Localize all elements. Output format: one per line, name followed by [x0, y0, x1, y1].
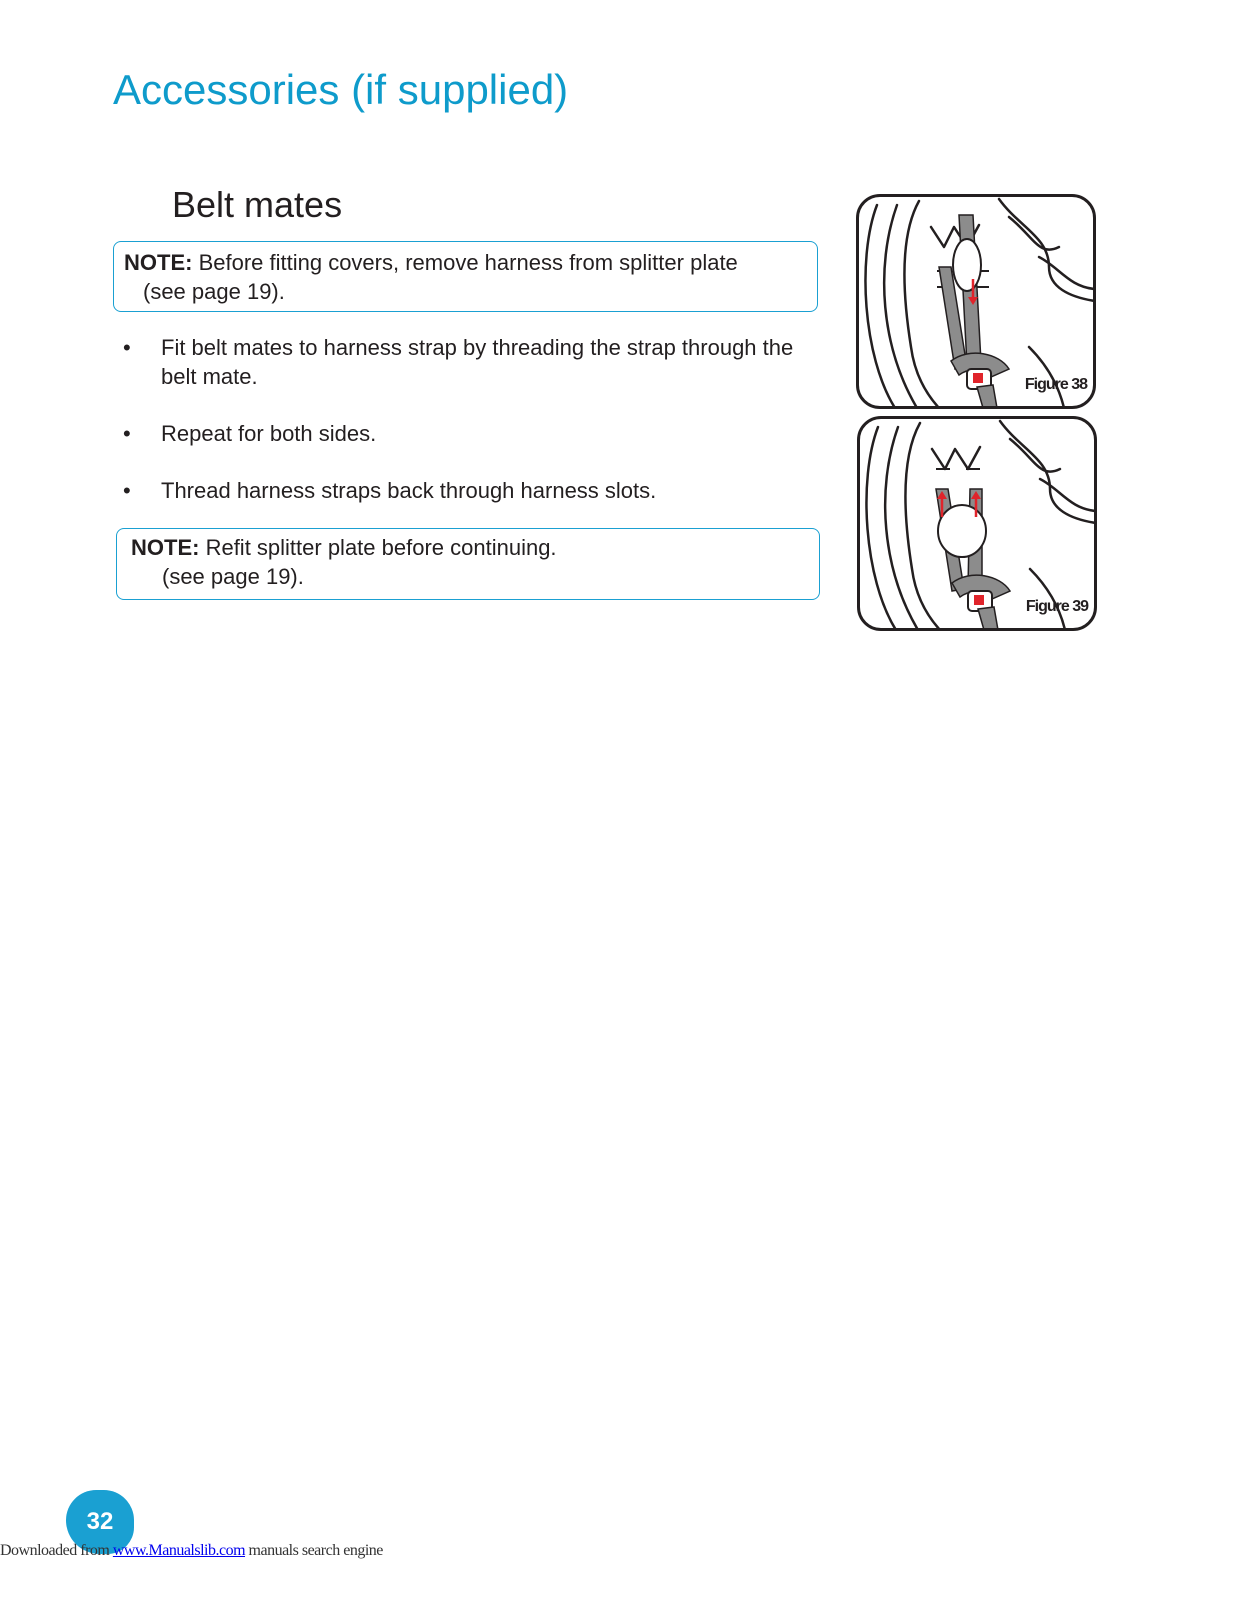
note-label: NOTE: [131, 535, 200, 560]
belt-mate [953, 239, 981, 291]
figure-38 [856, 194, 1096, 409]
list-item [120, 476, 830, 505]
note-reference: (see page 19). [162, 564, 304, 589]
instruction-list [120, 333, 830, 533]
figure-label: Figure 38 [1024, 376, 1087, 393]
bullet-marker: • [123, 478, 131, 503]
note-text: Refit splitter plate before continuing. [199, 535, 557, 560]
note-reference: (see page 19). [143, 279, 285, 304]
figure-39 [857, 416, 1097, 631]
bullet-marker: • [123, 335, 131, 360]
list-item-text: Fit belt mates to harness strap by threading the strap through the belt mate. [161, 335, 794, 389]
page-number: 32 [86, 1508, 114, 1535]
download-footer [0, 1542, 383, 1560]
list-item-text: Thread harness straps back through harness slots. [161, 478, 657, 503]
note-box-before-fitting [113, 241, 818, 312]
note-label: NOTE: [124, 250, 193, 275]
page-title: Accessories (if supplied) [113, 66, 569, 113]
list-item [120, 419, 830, 448]
belt-mate [938, 505, 986, 557]
list-item [120, 333, 830, 391]
note-box-refit [116, 528, 820, 600]
footer-prefix: Downloaded from [0, 1542, 113, 1559]
manualslib-link[interactable]: www.Manualslib.com [112, 1542, 246, 1559]
figure-label: Figure 39 [1025, 598, 1088, 615]
footer-suffix: manuals search engine [245, 1542, 383, 1559]
bullet-marker: • [123, 421, 131, 446]
note-text: Before fitting covers, remove harness from splitter plate [192, 250, 738, 275]
section-title: Belt mates [172, 184, 343, 225]
list-item-text: Repeat for both sides. [161, 421, 377, 446]
